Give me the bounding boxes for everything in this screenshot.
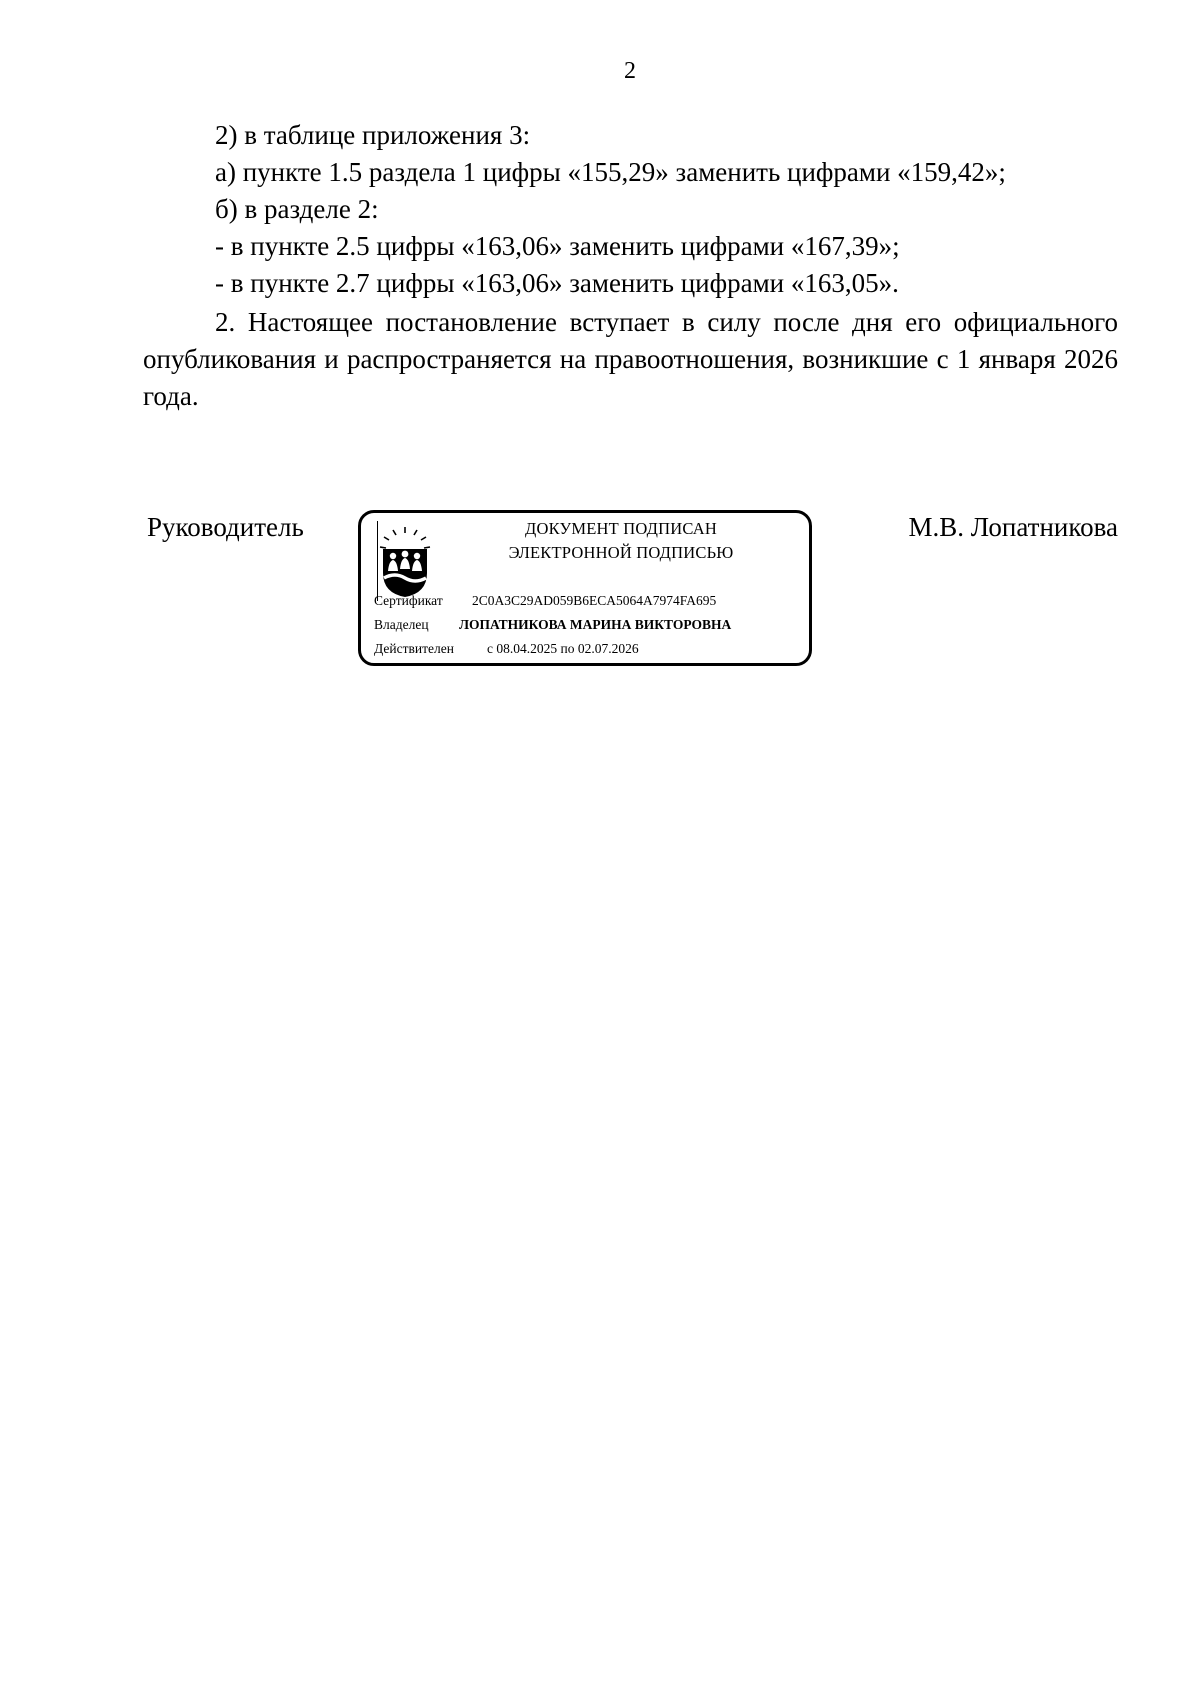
stamp-validity-row bbox=[374, 641, 639, 657]
effective-date-paragraph: 2. Настоящее постановление вступает в силу после дня его официального опубликования и распространяется на правоотношения, возникшие с 1 января 2026 года. bbox=[143, 307, 1118, 411]
amendment-line-4: - в пункте 2.5 цифры «163,06» заменить цифрами «167,39»; bbox=[215, 231, 900, 261]
validity-label: Действителен bbox=[374, 641, 454, 656]
coat-of-arms-icon bbox=[375, 523, 435, 599]
stamp-owner-row bbox=[374, 617, 731, 633]
amendment-line-2: а) пункте 1.5 раздела 1 цифры «155,29» заменить цифрами «159,42»; bbox=[215, 157, 1006, 187]
page-number: 2 bbox=[624, 58, 636, 84]
amendment-line-5: - в пункте 2.7 цифры «163,06» заменить цифрами «163,05». bbox=[215, 268, 899, 298]
amendment-line-1: 2) в таблице приложения 3: bbox=[215, 120, 531, 150]
signer-name: М.В. Лопатникова bbox=[908, 512, 1118, 542]
stamp-title-line-1: ДОКУМЕНТ ПОДПИСАН bbox=[525, 519, 717, 538]
electronic-signature-stamp bbox=[358, 510, 812, 666]
stamp-title-line-2: ЭЛЕКТРОННОЙ ПОДПИСЬЮ bbox=[508, 543, 734, 562]
amendment-line-3: б) в разделе 2: bbox=[215, 194, 379, 224]
validity-value: с 08.04.2025 по 02.07.2026 bbox=[487, 641, 639, 656]
certificate-label: Сертификат bbox=[374, 593, 443, 608]
owner-label: Владелец bbox=[374, 617, 429, 632]
owner-value: ЛОПАТНИКОВА МАРИНА ВИКТОРОВНА bbox=[459, 617, 732, 632]
stamp-certificate-row bbox=[374, 593, 716, 609]
signer-role: Руководитель bbox=[147, 512, 304, 542]
certificate-value: 2C0A3C29AD059B6ECA5064A7974FA695 bbox=[472, 593, 717, 608]
